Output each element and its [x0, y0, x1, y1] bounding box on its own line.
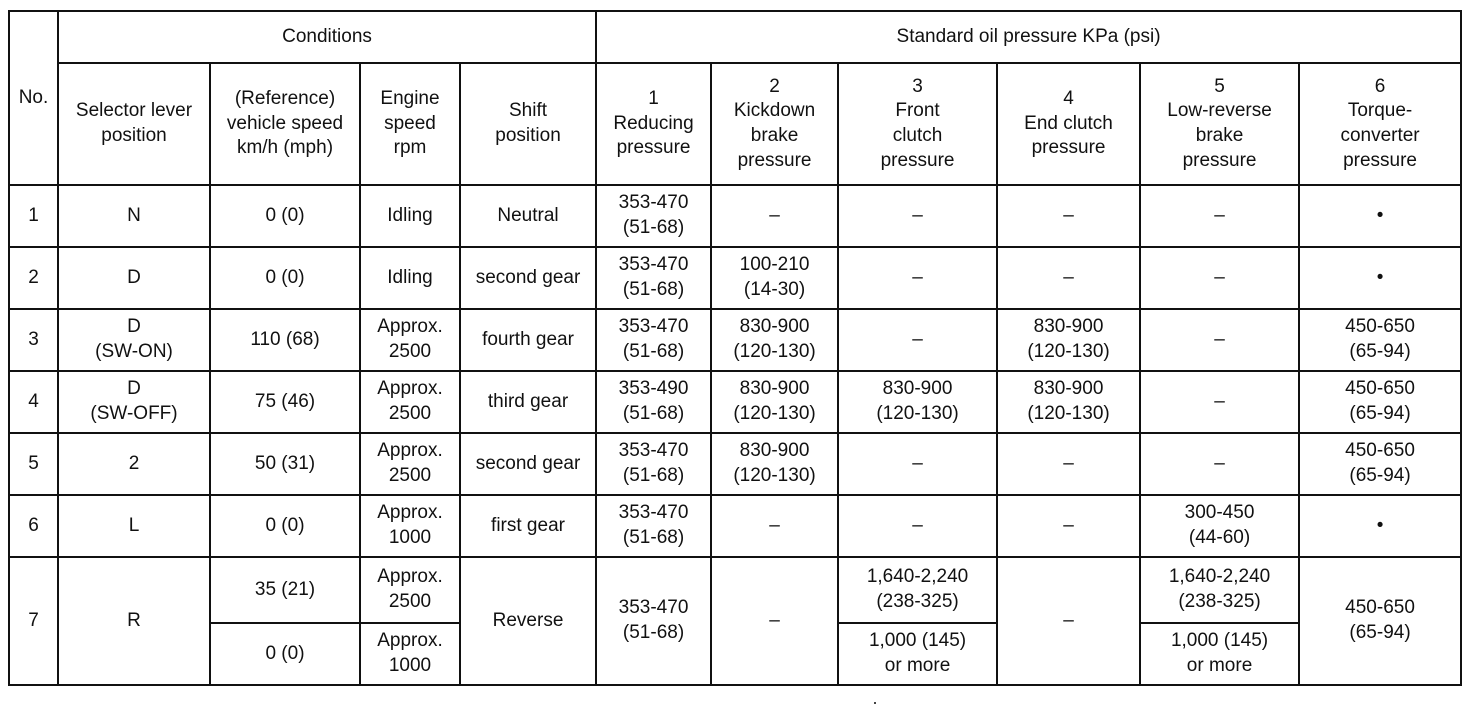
kickdown-pressure-cell: 830-900 (120-130)	[711, 371, 838, 433]
shift-position-cell: Reverse	[460, 557, 596, 685]
shift-position-cell: Neutral	[460, 185, 596, 247]
header-selector-lever-position: Selector lever position	[58, 63, 210, 185]
kickdown-pressure-cell: –	[711, 557, 838, 685]
header-shift-position: Shift position	[460, 63, 596, 185]
engine-speed-cell: Idling	[360, 185, 460, 247]
selector-cell: D	[58, 247, 210, 309]
shift-position-cell: first gear	[460, 495, 596, 557]
front-clutch-pressure-cell: 830-900 (120-130)	[838, 371, 997, 433]
table-row	[9, 495, 1461, 557]
torque-converter-pressure-cell: 450-650 (65-94)	[1299, 309, 1461, 371]
engine-speed-cell: Idling	[360, 247, 460, 309]
vehicle-speed-cell: 110 (68)	[210, 309, 360, 371]
reducing-pressure-cell: 353-470 (51-68)	[596, 557, 711, 685]
selector-cell: R	[58, 557, 210, 685]
engine-speed-cell: Approx. 1000	[360, 623, 460, 685]
kickdown-pressure-cell: 830-900 (120-130)	[711, 309, 838, 371]
torque-converter-pressure-cell: •	[1299, 495, 1461, 557]
end-clutch-pressure-cell: 830-900 (120-130)	[997, 309, 1140, 371]
engine-speed-cell: Approx. 2500	[360, 433, 460, 495]
header-conditions: Conditions	[58, 11, 596, 63]
selector-cell: 2	[58, 433, 210, 495]
vehicle-speed-cell: 35 (21)	[210, 557, 360, 623]
front-clutch-pressure-cell: –	[838, 309, 997, 371]
selector-cell: D (SW-ON)	[58, 309, 210, 371]
vehicle-speed-cell: 0 (0)	[210, 623, 360, 685]
kickdown-pressure-cell: 830-900 (120-130)	[711, 433, 838, 495]
end-clutch-pressure-cell: –	[997, 247, 1140, 309]
front-clutch-pressure-cell: –	[838, 247, 997, 309]
table-row	[9, 185, 1461, 247]
kickdown-pressure-cell: –	[711, 495, 838, 557]
table-row	[9, 371, 1461, 433]
low-reverse-pressure-cell: –	[1140, 247, 1299, 309]
end-clutch-pressure-cell: –	[997, 185, 1140, 247]
engine-speed-cell: Approx. 2500	[360, 371, 460, 433]
header-torque-converter-pressure: 6 Torque- converter pressure	[1299, 63, 1461, 185]
header-end-clutch-pressure: 4 End clutch pressure	[997, 63, 1140, 185]
vehicle-speed-cell: 50 (31)	[210, 433, 360, 495]
engine-speed-cell: Approx. 2500	[360, 309, 460, 371]
torque-converter-pressure-cell: 450-650 (65-94)	[1299, 433, 1461, 495]
reducing-pressure-cell: 353-490 (51-68)	[596, 371, 711, 433]
table-row	[9, 433, 1461, 495]
front-clutch-pressure-cell: –	[838, 185, 997, 247]
row-no: 3	[9, 309, 58, 371]
low-reverse-pressure-cell: –	[1140, 185, 1299, 247]
row-no: 7	[9, 557, 58, 685]
reducing-pressure-cell: 353-470 (51-68)	[596, 185, 711, 247]
end-clutch-pressure-cell: –	[997, 433, 1140, 495]
table-row	[9, 309, 1461, 371]
torque-converter-pressure-cell: •	[1299, 247, 1461, 309]
front-clutch-pressure-cell: 1,000 (145) or more	[838, 623, 997, 685]
kickdown-pressure-cell: 100-210 (14-30)	[711, 247, 838, 309]
engine-speed-cell: Approx. 2500	[360, 557, 460, 623]
engine-speed-cell: Approx. 1000	[360, 495, 460, 557]
header-kickdown-brake-pressure: 2 Kickdown brake pressure	[711, 63, 838, 185]
shift-position-cell: second gear	[460, 247, 596, 309]
vehicle-speed-cell: 75 (46)	[210, 371, 360, 433]
header-front-clutch-pressure: 3 Front clutch pressure	[838, 63, 997, 185]
low-reverse-pressure-cell: 1,640-2,240 (238-325)	[1140, 557, 1299, 623]
front-clutch-pressure-cell: 1,640-2,240 (238-325)	[838, 557, 997, 623]
low-reverse-pressure-cell: 300-450 (44-60)	[1140, 495, 1299, 557]
header-low-reverse-brake-pressure: 5 Low-reverse brake pressure	[1140, 63, 1299, 185]
selector-cell: D (SW-OFF)	[58, 371, 210, 433]
table-row	[9, 557, 1461, 623]
header-standard-pressure: Standard oil pressure KPa (psi)	[596, 11, 1461, 63]
row-no: 2	[9, 247, 58, 309]
header-reducing-pressure: 1 Reducing pressure	[596, 63, 711, 185]
shift-position-cell: fourth gear	[460, 309, 596, 371]
reducing-pressure-cell: 353-470 (51-68)	[596, 433, 711, 495]
reducing-pressure-cell: 353-470 (51-68)	[596, 309, 711, 371]
oil-pressure-table	[8, 10, 1462, 686]
header-no: No.	[9, 11, 58, 185]
row-no: 1	[9, 185, 58, 247]
front-clutch-pressure-cell: –	[838, 495, 997, 557]
header-engine-speed: Engine speed rpm	[360, 63, 460, 185]
selector-cell: N	[58, 185, 210, 247]
vehicle-speed-cell: 0 (0)	[210, 247, 360, 309]
torque-converter-pressure-cell: •	[1299, 185, 1461, 247]
scan-speck	[874, 702, 876, 704]
torque-converter-pressure-cell: 450-650 (65-94)	[1299, 371, 1461, 433]
torque-converter-pressure-cell: 450-650 (65-94)	[1299, 557, 1461, 685]
shift-position-cell: third gear	[460, 371, 596, 433]
reducing-pressure-cell: 353-470 (51-68)	[596, 247, 711, 309]
end-clutch-pressure-cell: –	[997, 495, 1140, 557]
header-vehicle-speed: (Reference) vehicle speed km/h (mph)	[210, 63, 360, 185]
kickdown-pressure-cell: –	[711, 185, 838, 247]
low-reverse-pressure-cell: –	[1140, 371, 1299, 433]
vehicle-speed-cell: 0 (0)	[210, 495, 360, 557]
low-reverse-pressure-cell: 1,000 (145) or more	[1140, 623, 1299, 685]
shift-position-cell: second gear	[460, 433, 596, 495]
low-reverse-pressure-cell: –	[1140, 433, 1299, 495]
row-no: 5	[9, 433, 58, 495]
front-clutch-pressure-cell: –	[838, 433, 997, 495]
reducing-pressure-cell: 353-470 (51-68)	[596, 495, 711, 557]
table-row	[9, 247, 1461, 309]
end-clutch-pressure-cell: –	[997, 557, 1140, 685]
selector-cell: L	[58, 495, 210, 557]
end-clutch-pressure-cell: 830-900 (120-130)	[997, 371, 1140, 433]
row-no: 6	[9, 495, 58, 557]
row-no: 4	[9, 371, 58, 433]
low-reverse-pressure-cell: –	[1140, 309, 1299, 371]
vehicle-speed-cell: 0 (0)	[210, 185, 360, 247]
